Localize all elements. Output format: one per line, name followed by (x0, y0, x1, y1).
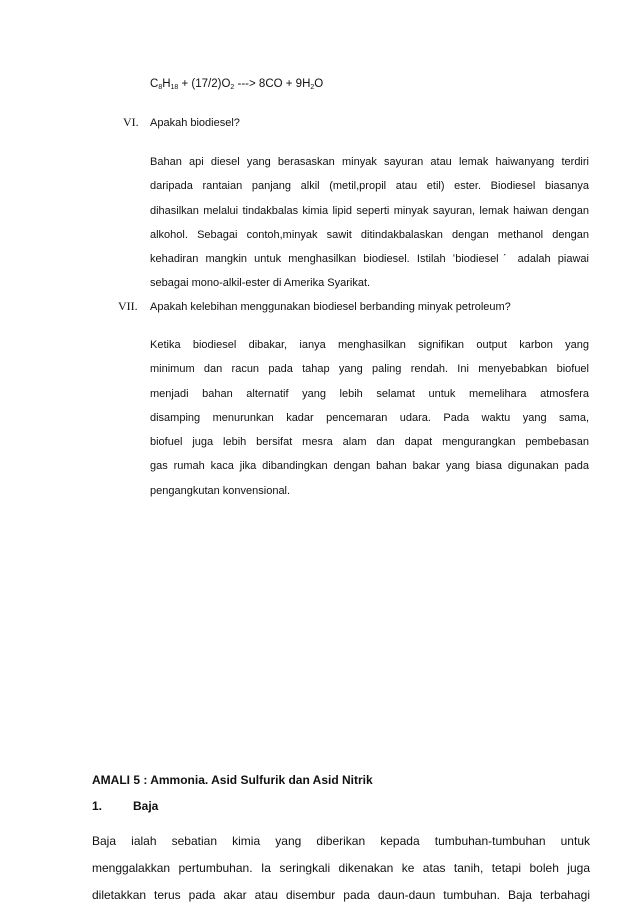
eq-water-o: O (314, 78, 324, 90)
paragraph-line: diletakkan terus pada akar atau disembur pada daun-daun tumbuhan. Baja terbahagi (92, 888, 590, 902)
paragraph-line: menjadi bahan alternatif yang lebih selamat untuk memelihara atmosfera (150, 387, 589, 400)
eq-carbon: C (150, 78, 159, 90)
baja-paragraph (92, 828, 590, 909)
section-vi-paragraph (150, 150, 589, 296)
eq-hydrogen: H (162, 78, 171, 90)
section-vii-question: Apakah kelebihan menggunakan biodiesel berbanding minyak petroleum? (150, 301, 511, 313)
paragraph-line: Ketika biodiesel dibakar, ianya menghasilkan signifikan output karbon yang (150, 339, 589, 351)
paragraph-line: pengangkutan konvensional. (150, 484, 291, 497)
subsection-title: Baja (133, 799, 159, 813)
eq-hydrogen-sub: 18 (170, 84, 179, 91)
eq-oxygen-sub: 2 (230, 84, 235, 91)
paragraph-line: daripada rantaian panjang alkil (metil,propil atau etil) ester. Biodiesel biasanya (150, 180, 589, 193)
section-vi-numeral: VI. (123, 115, 139, 129)
amali-heading: AMALI 5 : Ammonia. Asid Sulfurik dan Asid Nitrik (92, 773, 373, 787)
paragraph-line: disamping menurunkan kadar pencemaran udara. Pada waktu yang sama, (150, 411, 589, 424)
subsection-heading (92, 798, 158, 814)
paragraph-line: Bahan api diesel yang berasaskan minyak sayuran atau lemak haiwanyang terdiri (150, 156, 589, 168)
section-vii-numeral: VII. (118, 299, 138, 313)
eq-water-sub: 2 (310, 84, 315, 91)
paragraph-line: Baja ialah sebatian kimia yang diberikan kepada tumbuhan-tumbuhan untuk (92, 834, 590, 848)
paragraph-line: minimum dan racun pada tahap yang paling rendah. Ini menyebabkan biofuel (150, 363, 589, 376)
paragraph-line: sebagai mono-alkil-ester di Amerika Syarikat. (150, 277, 371, 290)
combustion-equation (150, 76, 323, 92)
section-vi-question: Apakah biodiesel? (150, 117, 240, 129)
paragraph-line: gas rumah kaca jika dibandingkan dengan bahan bakar yang biasa digunakan pada (150, 460, 589, 473)
paragraph-line: dihasilkan melalui tindakbalas kimia lipid seperti minyak sayuran, lemak haiwan dengan (150, 204, 589, 217)
subsection-number: 1. (92, 799, 103, 813)
eq-carbon-sub: 8 (158, 84, 163, 91)
paragraph-line: kehadiran mangkin untuk menghasilkan biodiesel. Istilah ʻbiodieselˊ adalah piawai (150, 253, 589, 266)
paragraph-line: menggalakkan pertumbuhan. Ia seringkali dikenakan ke atas tanih, tetapi boleh juga (92, 861, 590, 875)
paragraph-line: alkohol. Sebagai contoh,minyak sawit ditindakbalaskan dengan methanol dengan (150, 228, 589, 241)
paragraph-line: biofuel juga lebih bersifat mesra alam dan dapat mengurangkan pembebasan (150, 436, 589, 449)
eq-oxygen-term: + (17/2)O (178, 78, 231, 90)
eq-products: ---> 8CO + 9H (234, 78, 311, 90)
section-vii-paragraph (150, 333, 589, 503)
